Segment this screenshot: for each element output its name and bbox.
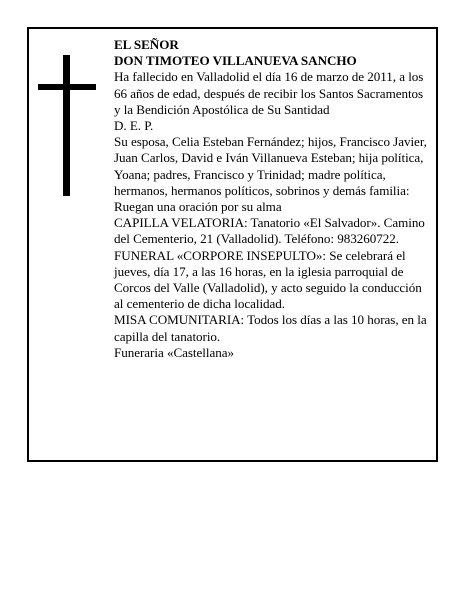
- obituary-text: [114, 37, 432, 361]
- rest-in-peace: D. E. P.: [114, 118, 154, 134]
- notice-title: EL SEÑOR: [114, 37, 179, 52]
- cross-icon-crossbar: [38, 84, 96, 90]
- prayer-request: Ruegan una oración por su alma: [114, 199, 282, 215]
- chapel-info: CAPILLA VELATORIA: Tanatorio «El Salvador». Camino del Cementerio, 21 (Valladolid). Teléfono: 983260722.: [114, 215, 425, 247]
- cross-icon: [63, 55, 70, 196]
- mass-info: MISA COMUNITARIA: Todos los días a las 10 horas, en la capilla del tanatorio.: [114, 312, 427, 344]
- funeral-home: Funeraria «Castellana»: [114, 344, 234, 360]
- death-announcement: Ha fallecido en Valladolid el día 16 de marzo de 2011, a los 66 años de edad, después de recibir los Santos Sacramentos y la Bendición Apostólica de Su Santidad: [114, 69, 424, 117]
- deceased-name: DON TIMOTEO VILLANUEVA SANCHO: [114, 53, 357, 69]
- family-members: Su esposa, Celia Esteban Fernández; hijos, Francisco Javier, Juan Carlos, David e Iván Villanueva Esteban; hija política, Yoana; padres, Francisco y Trinidad; madre política, hermanos, hermanos políticos, sobrinos y demás familia:: [114, 134, 427, 198]
- funeral-info: FUNERAL «CORPORE INSEPULTO»: Se celebrará el jueves, día 17, a las 16 horas, en la iglesia parroquial de Corcos del Valle (Valladolid), y acto seguido la conducción al cementerio de dicha localidad.: [114, 247, 422, 312]
